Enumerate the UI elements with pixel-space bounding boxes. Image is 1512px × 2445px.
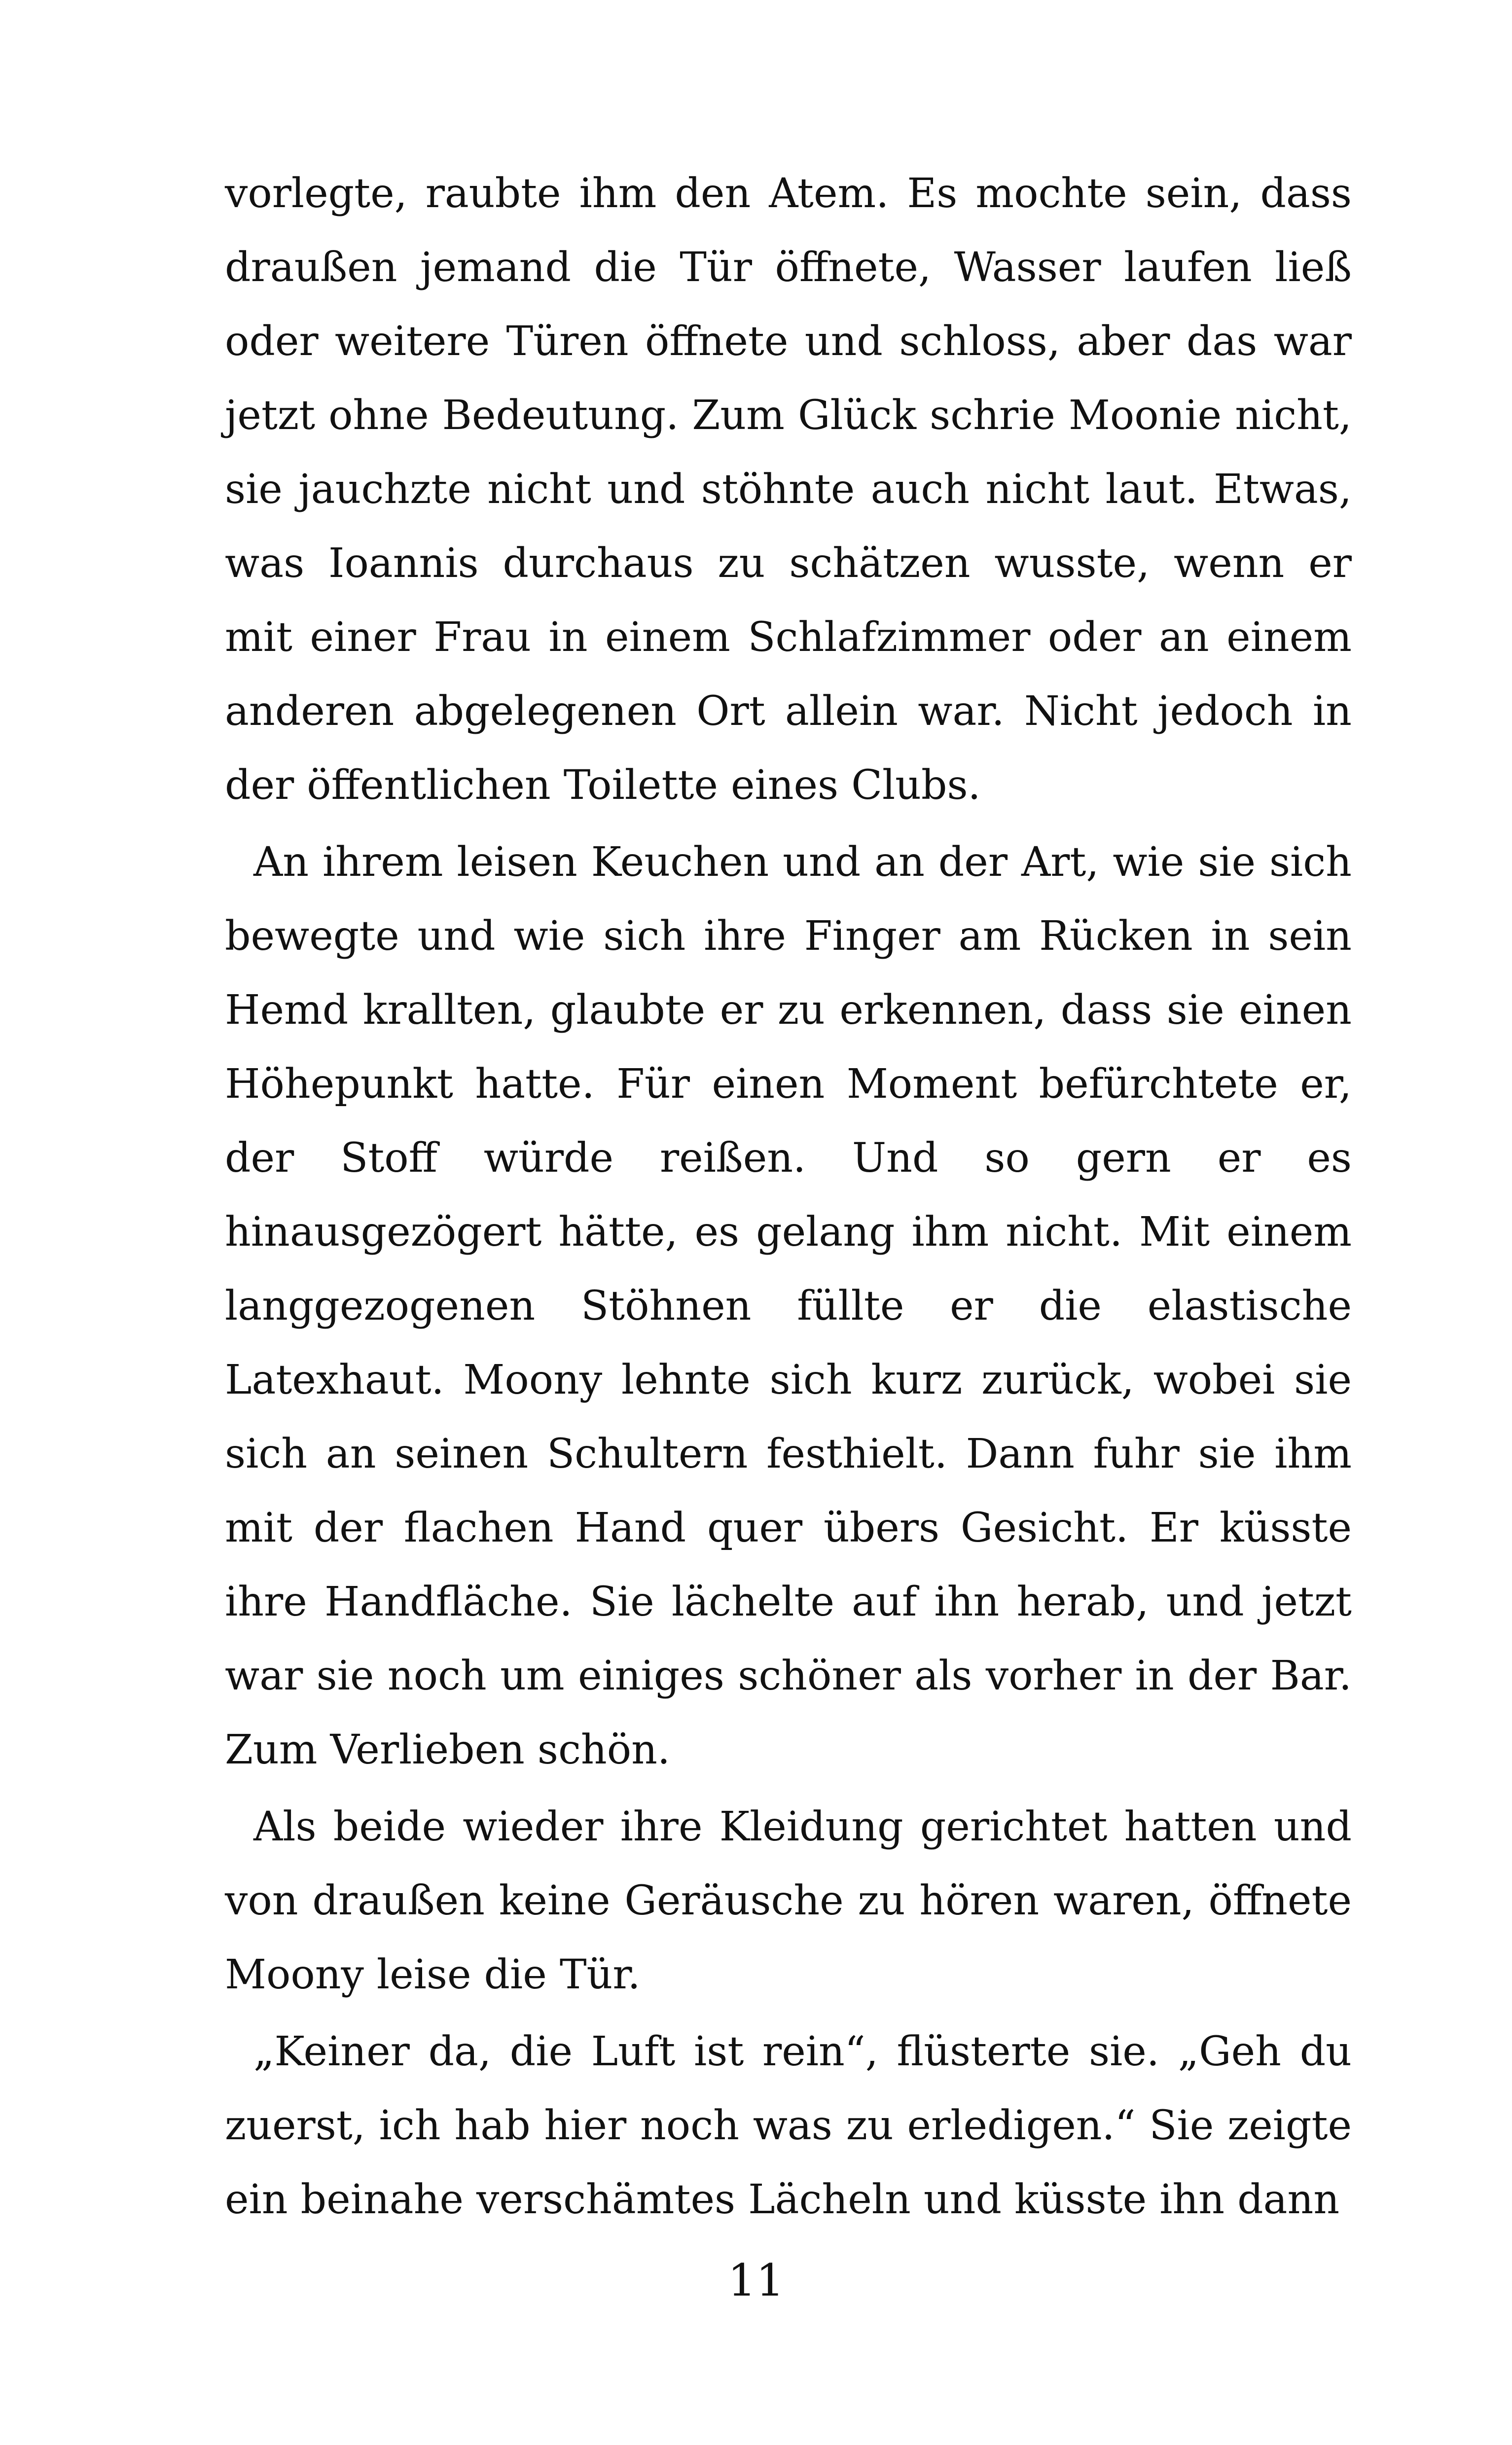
paragraph-4: „Keiner da, die Luft ist rein“, flüsterte sie. „Geh du zuerst, ich hab hier noch was zu erledigen.“ Sie zeigte ein beinahe verschämtes Lächeln und küsste ihn dann: [225, 2028, 1352, 2223]
page-number: 11: [727, 2255, 785, 2306]
paragraph-1: vorlegte, raubte ihm den Atem. Es mochte sein, dass draußen jemand die Tür öffnete, Wasser laufen ließ oder weitere Türen öffnete und schloss, aber das war jetzt ohne Bedeutung. Zum Glück schrie Moonie nicht, sie jauchzte nicht und stöhnte auch nicht laut. Etwas, was Ioannis durchaus zu schätzen wusste, wenn er mit einer Frau in einem Schlafzimmer oder an einem anderen abgelegenen Ort allein war. Nicht jedoch in der öffentlichen Toilette eines Clubs.: [225, 170, 1352, 809]
paragraph-3: Als beide wieder ihre Kleidung gerichtet hatten und von draußen keine Geräusche zu hören waren, öffnete Moony leise die Tür.: [225, 1803, 1352, 1998]
body-text: [225, 157, 1352, 2237]
paragraph-2: An ihrem leisen Keuchen und an der Art, wie sie sich bewegte und wie sich ihre Finger am Rücken in sein Hemd krallten, glaubte er zu erkennen, dass sie einen Höhepunkt hatte. Für einen Moment befürchtete er, der Stoff würde reißen. Und so gern er es hinausgezögert hätte, es gelang ihm nicht. Mit einem langgezogenen Stöhnen füllte er die elastische Latexhaut. Moony lehnte sich kurz zurück, wobei sie sich an seinen Schultern festhielt. Dann fuhr sie ihm mit der flachen Hand quer übers Gesicht. Er küsste ihre Handfläche. Sie lächelte auf ihn herab, und jetzt war sie noch um einiges schöner als vorher in der Bar. Zum Verlieben schön.: [225, 839, 1352, 1773]
